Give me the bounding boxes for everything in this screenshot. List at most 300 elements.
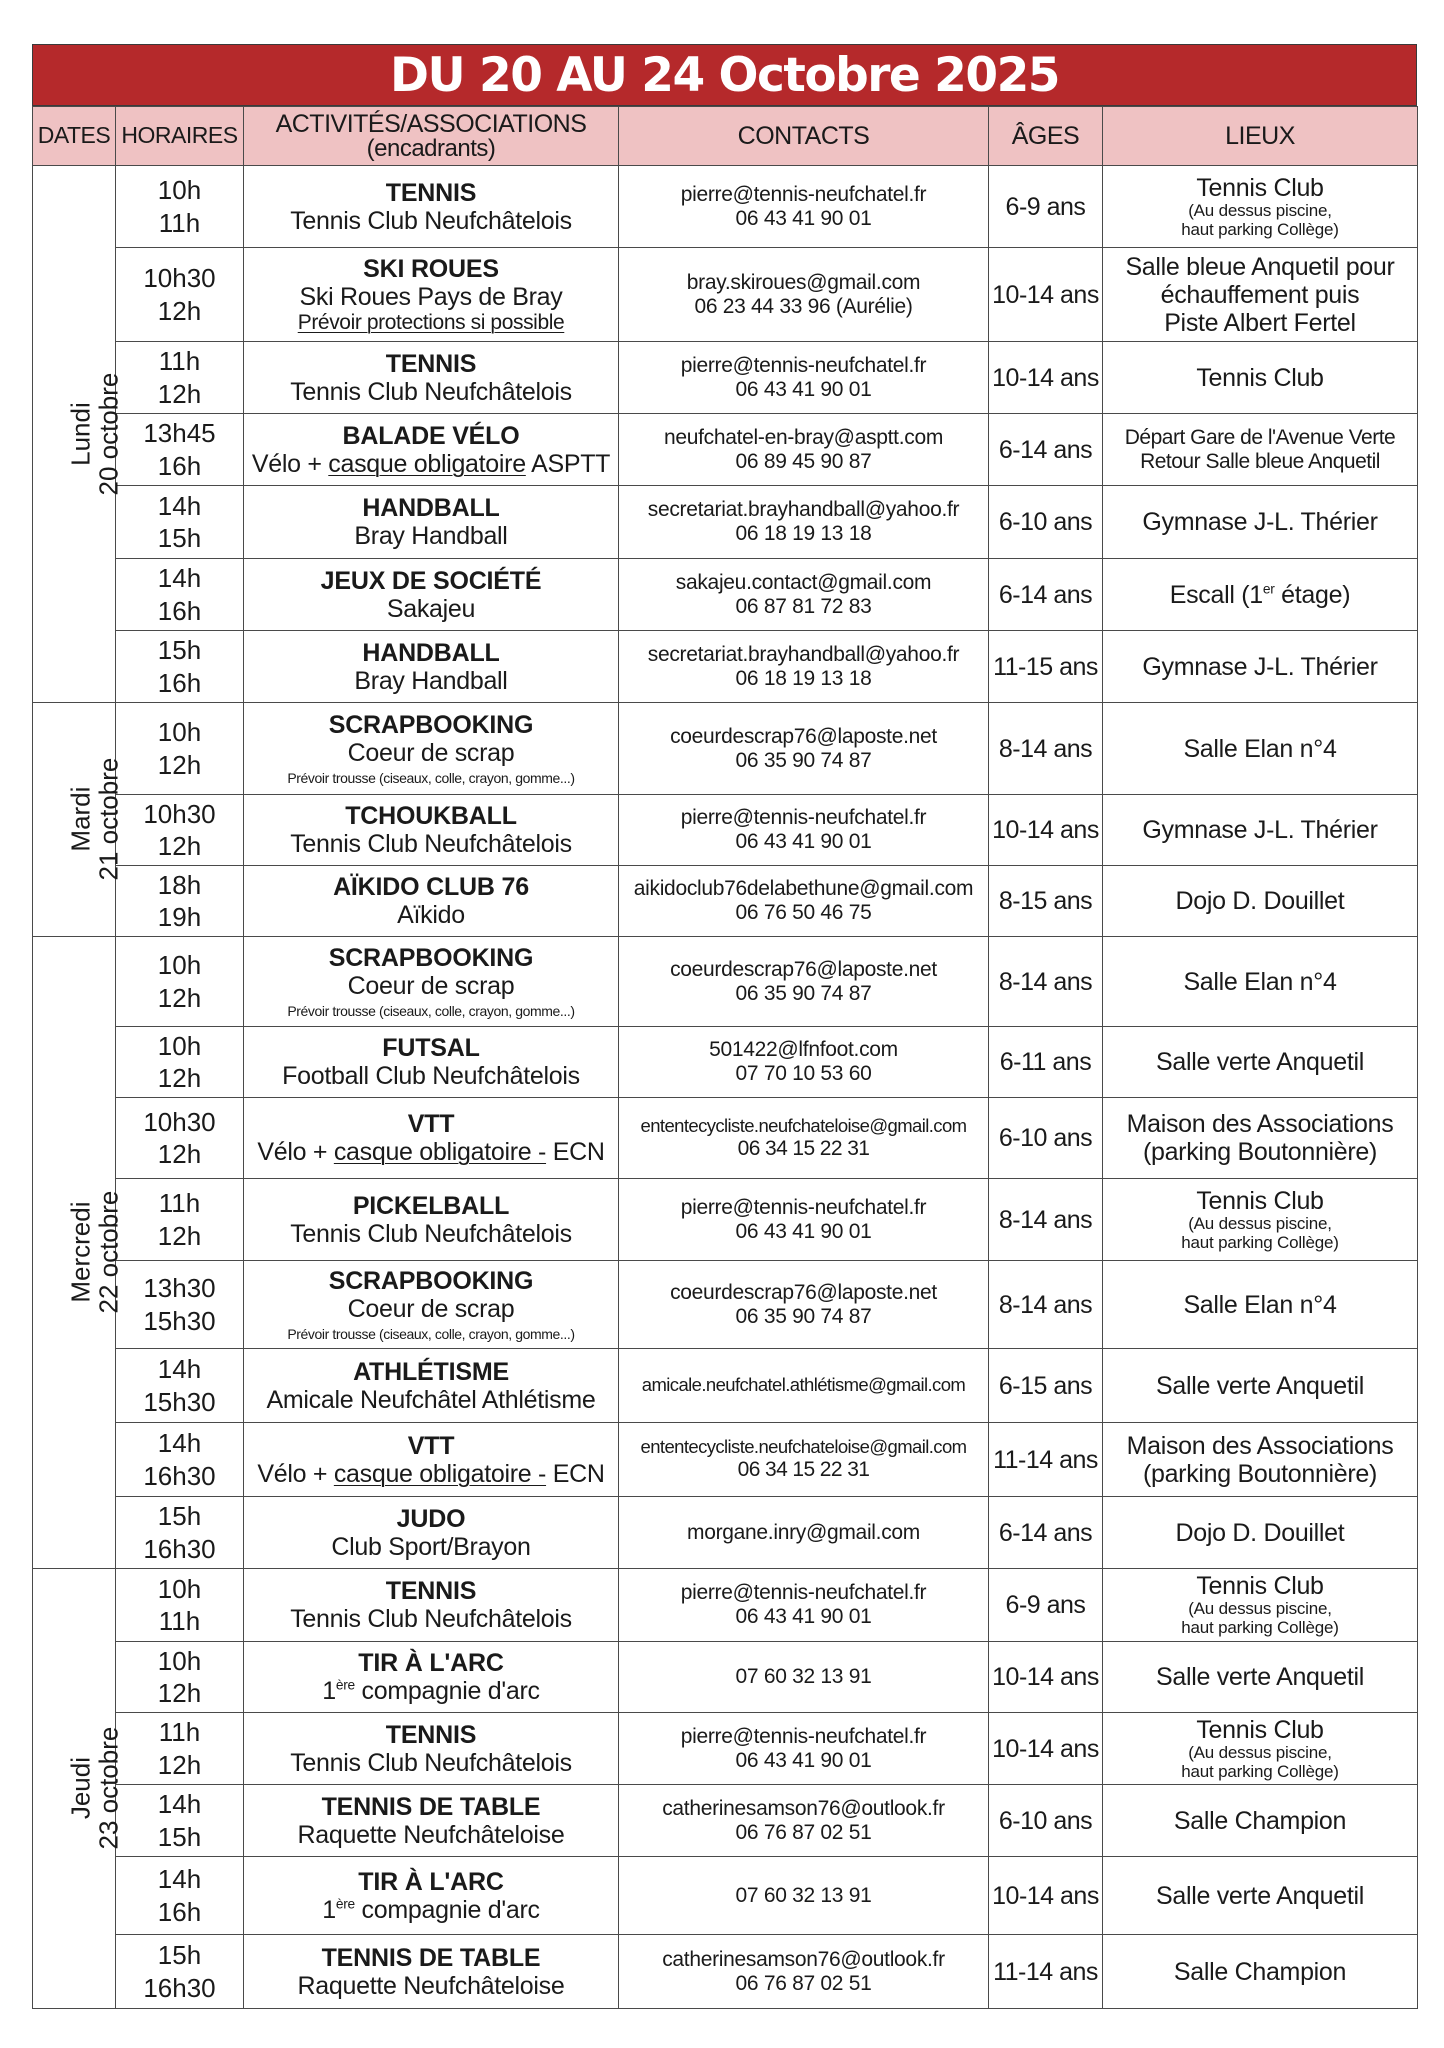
contact-email[interactable]: secretariat.brayhandball@yahoo.fr <box>647 642 960 666</box>
time-cell <box>116 1261 244 1349</box>
activity-org-superscript: ère <box>335 1896 355 1912</box>
place-name: Maison des Associations <box>1126 1110 1394 1138</box>
activity-org <box>246 1677 616 1705</box>
activity-title: TENNIS DE TABLE <box>321 1792 541 1821</box>
start-time: 11h <box>158 1717 201 1747</box>
activity-org <box>246 450 616 478</box>
table-row <box>33 1857 1418 1935</box>
time-cell <box>116 1027 244 1098</box>
activity-org-post: ECN <box>546 1459 605 1488</box>
contact-email[interactable]: catherinesamson76@outlook.fr <box>662 1947 945 1971</box>
table-row <box>33 486 1418 559</box>
activity-org: Bray Handball <box>354 522 508 550</box>
activity-title: HANDBALL <box>362 494 500 522</box>
end-time: 16h30 <box>143 1972 216 2003</box>
activity-org: Raquette Neufchâteloise <box>297 1971 565 2000</box>
activity-org-post: ASPTT <box>525 449 611 478</box>
activity-title: SCRAPBOOKING <box>328 943 534 972</box>
place-cell <box>1103 866 1418 937</box>
time-cell <box>116 937 244 1027</box>
contact-cell <box>619 1569 989 1642</box>
start-time: 15h <box>157 1501 202 1531</box>
contact-email[interactable]: coeurdescrap76@laposte.net <box>670 957 937 981</box>
contact-cell <box>619 1261 989 1349</box>
start-time: 10h <box>157 1573 202 1604</box>
table-row <box>33 866 1418 937</box>
age-cell: 10-14 ans <box>989 795 1103 866</box>
age-cell: 6-14 ans <box>989 414 1103 486</box>
place-cell <box>1103 1027 1418 1098</box>
age-cell: 10-14 ans <box>989 1713 1103 1785</box>
end-time: 12h <box>157 295 202 326</box>
contact-phone: 07 60 32 13 91 <box>735 1883 872 1907</box>
contact-cell <box>619 1497 989 1569</box>
time-cell <box>116 559 244 631</box>
end-time: 16h <box>157 667 202 698</box>
activity-cell <box>244 342 619 414</box>
place-cell <box>1103 1857 1418 1935</box>
end-time: 12h <box>157 1678 202 1708</box>
day-weekday: Mardi <box>65 787 96 853</box>
time-cell <box>116 248 244 342</box>
activity-cell <box>244 1935 619 2009</box>
activity-cell <box>244 1569 619 1642</box>
contact-phone: 06 43 41 90 01 <box>735 206 872 230</box>
contact-email[interactable]: pierre@tennis-neufchatel.fr <box>680 1581 927 1605</box>
time-cell <box>116 1935 244 2009</box>
place-name: Salle Elan n°4 <box>1183 734 1337 763</box>
activity-cell <box>244 1497 619 1569</box>
table-row <box>33 795 1418 866</box>
contact-cell <box>619 166 989 248</box>
end-time: 16h <box>157 595 202 626</box>
age-cell: 6-10 ans <box>989 1785 1103 1857</box>
place-sub: haut parking Collège) <box>1181 1618 1339 1637</box>
day-cell-mardi <box>33 703 124 937</box>
activity-org: Sakajeu <box>386 594 476 623</box>
start-time: 14h <box>157 1354 202 1384</box>
activity-org-name: compagnie d'arc <box>354 1677 540 1705</box>
time-cell <box>116 1642 244 1713</box>
place-cell <box>1103 1569 1418 1642</box>
age-cell: 8-14 ans <box>989 937 1103 1027</box>
contact-email[interactable]: morgane.inry@gmail.com <box>687 1520 920 1544</box>
end-time: 12h <box>157 1220 202 1251</box>
table-row <box>33 1349 1418 1423</box>
contact-cell <box>619 342 989 414</box>
contact-phone: 06 18 19 13 18 <box>735 522 872 545</box>
activity-org-pre: Vélo + <box>257 1459 334 1488</box>
contact-email[interactable]: pierre@tennis-neufchatel.fr <box>680 1724 927 1748</box>
time-cell <box>116 1349 244 1423</box>
activity-cell <box>244 703 619 795</box>
place-cell <box>1103 414 1418 486</box>
time-cell <box>116 1569 244 1642</box>
day-date: 22 octobre <box>93 1191 124 1314</box>
contact-cell <box>619 1857 989 1935</box>
day-cell-jeudi <box>33 1569 124 2009</box>
activity-title: BALADE VÉLO <box>342 421 520 450</box>
activity-title: SCRAPBOOKING <box>328 710 534 739</box>
contact-cell <box>619 1027 989 1098</box>
activity-org <box>246 1138 616 1166</box>
activity-org-pre: Vélo + <box>257 1138 334 1166</box>
activity-org: Tennis Club Neufchâtelois <box>290 1605 572 1633</box>
activity-cell <box>244 414 619 486</box>
table-row <box>33 937 1418 1027</box>
place-line: (parking Boutonnière) <box>1142 1138 1378 1166</box>
table-row <box>33 1935 1418 2009</box>
table-row <box>33 1569 1418 1642</box>
activity-org: Raquette Neufchâteloise <box>297 1820 565 1849</box>
time-cell <box>116 486 244 559</box>
place-name: Salle verte Anquetil <box>1155 1881 1365 1910</box>
contact-cell <box>619 1349 989 1423</box>
contact-phone: 06 43 41 90 01 <box>735 1219 872 1243</box>
contact-cell <box>619 486 989 559</box>
start-time: 13h45 <box>143 418 216 448</box>
start-time: 18h <box>157 869 202 900</box>
time-cell <box>116 1785 244 1857</box>
place-name: Départ Gare de l'Avenue Verte <box>1124 425 1396 449</box>
contact-email[interactable]: catherinesamson76@outlook.fr <box>662 1796 945 1820</box>
activity-org-underlined: casque obligatoire - <box>333 1138 547 1166</box>
table-row <box>33 248 1418 342</box>
place-name: Salle verte Anquetil <box>1155 1371 1365 1400</box>
table-row <box>33 414 1418 486</box>
activity-org <box>246 1896 616 1924</box>
activity-org-underlined: casque obligatoire - <box>333 1459 547 1488</box>
activity-org: Club Sport/Brayon <box>331 1532 531 1561</box>
activity-cell <box>244 1027 619 1098</box>
schedule-table <box>32 106 1418 2009</box>
activity-title: SKI ROUES <box>363 254 499 283</box>
time-cell <box>116 1497 244 1569</box>
activity-title: TENNIS DE TABLE <box>321 1943 541 1972</box>
contact-email[interactable]: amicale.neufchatel.athlétisme@gmail.com <box>641 1374 966 1396</box>
place-cell <box>1103 1713 1418 1785</box>
activity-org: Tennis Club Neufchâtelois <box>290 206 572 235</box>
place-cell <box>1103 1642 1418 1713</box>
activity-title: AÏKIDO CLUB 76 <box>333 873 529 901</box>
day-cell-lundi <box>33 166 124 703</box>
header-ages: ÂGES <box>989 107 1103 166</box>
activity-title: TENNIS <box>385 1577 477 1605</box>
place-line: Retour Salle bleue Anquetil <box>1140 449 1380 473</box>
activity-org: Aïkido <box>397 901 465 929</box>
activity-cell <box>244 486 619 559</box>
place-cell <box>1103 631 1418 703</box>
place-line: échauffement puis <box>1160 280 1360 309</box>
place-name: Dojo D. Douillet <box>1175 1518 1345 1547</box>
day-date: 23 octobre <box>93 1727 124 1850</box>
contact-phone: 07 70 10 53 60 <box>735 1062 872 1085</box>
activity-cell <box>244 1179 619 1261</box>
time-cell <box>116 414 244 486</box>
contact-email[interactable]: ententecycliste.neufchateloise@gmail.com <box>640 1114 967 1136</box>
activity-cell <box>244 1261 619 1349</box>
contact-phone: 07 60 32 13 91 <box>735 1665 872 1689</box>
activity-title: FUTSAL <box>382 1034 480 1062</box>
table-row <box>33 166 1418 248</box>
age-cell: 6-9 ans <box>989 166 1103 248</box>
place-cell <box>1103 1261 1418 1349</box>
age-cell: 6-14 ans <box>989 1497 1103 1569</box>
contact-cell <box>619 937 989 1027</box>
time-cell <box>116 631 244 703</box>
activity-org: Coeur de scrap <box>347 738 515 767</box>
contact-email[interactable]: neufchatel-en-bray@asptt.com <box>663 425 944 449</box>
place-sub: haut parking Collège) <box>1181 219 1339 239</box>
end-time: 15h <box>157 1821 202 1852</box>
end-time: 15h30 <box>143 1305 216 1336</box>
place-name: Tennis Club <box>1196 173 1324 202</box>
contact-cell <box>619 1423 989 1497</box>
age-cell: 6-10 ans <box>989 1098 1103 1179</box>
time-cell <box>116 795 244 866</box>
activity-org: Tennis Club Neufchâtelois <box>290 1748 572 1777</box>
contact-phone: 06 43 41 90 01 <box>735 1748 872 1772</box>
activity-org-name: compagnie d'arc <box>354 1895 540 1924</box>
activity-note: Prévoir trousse (ciseaux, colle, crayon, gomme...) <box>287 1325 575 1342</box>
place-name: Salle Champion <box>1173 1957 1347 1986</box>
place-name: Salle Elan n°4 <box>1183 967 1337 996</box>
contact-phone: 06 43 41 90 01 <box>735 830 872 853</box>
age-cell: 10-14 ans <box>989 1857 1103 1935</box>
header-row <box>33 107 1418 166</box>
start-time: 10h <box>157 175 202 205</box>
place-sub: (Au dessus piscine, <box>1188 1599 1332 1619</box>
end-time: 15h30 <box>143 1386 216 1417</box>
age-cell: 11-14 ans <box>989 1423 1103 1497</box>
contact-cell <box>619 1642 989 1713</box>
header-horaires: HORAIRES <box>116 107 244 166</box>
place-sub: haut parking Collège) <box>1181 1232 1339 1252</box>
place-superscript: er <box>1262 581 1275 597</box>
start-time: 14h <box>157 490 202 521</box>
table-row <box>33 631 1418 703</box>
activity-cell <box>244 1785 619 1857</box>
activity-title: HANDBALL <box>362 638 500 667</box>
time-cell <box>116 866 244 937</box>
start-time: 10h30 <box>143 263 216 293</box>
contact-email[interactable]: pierre@tennis-neufchatel.fr <box>680 353 927 377</box>
place-cell <box>1103 1935 1418 2009</box>
table-row <box>33 342 1418 414</box>
activity-cell <box>244 166 619 248</box>
place-name: Salle Elan n°4 <box>1183 1290 1337 1319</box>
contact-phone: 06 35 90 74 87 <box>735 748 872 772</box>
end-time: 12h <box>157 831 202 861</box>
contact-phone: 06 23 44 33 96 (Aurélie) <box>694 294 913 318</box>
table-row <box>33 1027 1418 1098</box>
header-contacts: CONTACTS <box>619 107 989 166</box>
contact-email[interactable]: pierre@tennis-neufchatel.fr <box>680 1195 927 1219</box>
age-cell: 11-14 ans <box>989 1935 1103 2009</box>
activity-org: Coeur de scrap <box>347 1294 515 1323</box>
place-name: Gymnase J-L. Thérier <box>1142 652 1378 681</box>
place-cell <box>1103 1098 1418 1179</box>
activity-org: Ski Roues Pays de Bray <box>299 282 563 311</box>
contact-phone: 06 87 81 72 83 <box>735 594 872 618</box>
contact-phone: 06 34 15 22 31 <box>737 1458 870 1482</box>
start-time: 15h <box>157 1940 202 1970</box>
activity-org: Bray Handball <box>354 666 508 695</box>
header-dates: DATES <box>33 107 116 166</box>
day-weekday: Lundi <box>65 402 96 466</box>
place-name: Tennis Club <box>1196 1186 1324 1215</box>
activity-title: TIR À L'ARC <box>358 1867 504 1896</box>
place-line: (parking Boutonnière) <box>1142 1459 1378 1488</box>
activity-cell <box>244 1098 619 1179</box>
place-cell <box>1103 486 1418 559</box>
place-cell <box>1103 1785 1418 1857</box>
header-activites <box>244 107 619 166</box>
activity-title: TCHOUKBALL <box>345 802 517 830</box>
table-row <box>33 1642 1418 1713</box>
contact-email[interactable]: secretariat.brayhandball@yahoo.fr <box>647 498 960 522</box>
time-cell <box>116 1098 244 1179</box>
contact-email[interactable]: coeurdescrap76@laposte.net <box>670 724 937 748</box>
activity-cell <box>244 866 619 937</box>
contact-email[interactable]: pierre@tennis-neufchatel.fr <box>680 182 927 206</box>
place-name: Salle verte Anquetil <box>1155 1663 1365 1691</box>
time-cell <box>116 703 244 795</box>
contact-phone: 06 76 50 46 75 <box>735 901 872 924</box>
start-time: 10h <box>157 1645 202 1676</box>
place-cell <box>1103 795 1418 866</box>
table-row <box>33 1098 1418 1179</box>
age-cell: 6-10 ans <box>989 486 1103 559</box>
start-time: 10h <box>157 1030 202 1061</box>
contact-cell <box>619 795 989 866</box>
time-cell <box>116 1857 244 1935</box>
time-cell <box>116 1713 244 1785</box>
age-cell: 6-15 ans <box>989 1349 1103 1423</box>
place-name: Salle bleue Anquetil pour <box>1125 252 1395 281</box>
day-label <box>66 1191 122 1314</box>
contact-email[interactable]: pierre@tennis-neufchatel.fr <box>680 806 927 830</box>
end-time: 11h <box>158 207 201 238</box>
start-time: 13h30 <box>143 1273 216 1303</box>
day-label <box>66 1727 122 1850</box>
activity-cell <box>244 1423 619 1497</box>
activity-cell <box>244 1857 619 1935</box>
activity-cell <box>244 1642 619 1713</box>
activity-title: ATHLÉTISME <box>353 1357 509 1386</box>
end-time: 16h30 <box>143 1533 216 1564</box>
contact-phone: 06 89 45 90 87 <box>735 449 872 473</box>
contact-email[interactable]: coeurdescrap76@laposte.net <box>670 1280 937 1304</box>
place-sub: haut parking Collège) <box>1181 1761 1339 1781</box>
place-name: Salle verte Anquetil <box>1155 1048 1365 1076</box>
time-cell <box>116 166 244 248</box>
contact-phone: 06 76 87 02 51 <box>735 1971 872 1995</box>
start-time: 14h <box>157 1789 202 1819</box>
day-label <box>66 373 122 496</box>
activity-title: JUDO <box>396 1504 466 1533</box>
place-sub: (Au dessus piscine, <box>1188 1742 1332 1762</box>
activity-title: JEUX DE SOCIÉTÉ <box>320 566 542 595</box>
activity-cell <box>244 1349 619 1423</box>
contact-email[interactable]: sakajeu.contact@gmail.com <box>675 570 932 594</box>
place-cell <box>1103 1497 1418 1569</box>
end-time: 12h <box>157 1063 202 1093</box>
contact-email[interactable]: aikidoclub76delabethune@gmail.com <box>633 877 974 901</box>
day-date: 20 octobre <box>93 372 124 496</box>
place-cell <box>1103 937 1418 1027</box>
place-name-end: étage) <box>1274 580 1351 609</box>
place-name: Tennis Club <box>1196 1572 1324 1601</box>
activity-org: Tennis Club Neufchâtelois <box>290 1219 572 1248</box>
age-cell: 10-14 ans <box>989 248 1103 342</box>
end-time: 16h30 <box>143 1460 216 1491</box>
activity-cell <box>244 559 619 631</box>
activity-title: VTT <box>407 1110 455 1138</box>
contact-cell <box>619 1098 989 1179</box>
age-cell: 6-9 ans <box>989 1569 1103 1642</box>
start-time: 14h <box>157 1864 202 1894</box>
age-cell: 6-14 ans <box>989 559 1103 631</box>
activity-note: Prévoir trousse (ciseaux, colle, crayon, gomme...) <box>287 1002 575 1019</box>
end-time: 15h <box>157 523 202 553</box>
time-cell <box>116 342 244 414</box>
activity-org-ordinal: 1 <box>322 1895 336 1924</box>
header-activites-sub: (encadrants) <box>366 134 496 162</box>
table-row <box>33 1179 1418 1261</box>
contact-email[interactable]: bray.skiroues@gmail.com <box>686 270 921 294</box>
activity-cell <box>244 795 619 866</box>
contact-cell <box>619 559 989 631</box>
contact-cell <box>619 248 989 342</box>
age-cell: 10-14 ans <box>989 342 1103 414</box>
activity-title: SCRAPBOOKING <box>328 1266 534 1295</box>
place-line: Piste Albert Fertel <box>1164 308 1356 337</box>
activity-note: Prévoir trousse (ciseaux, colle, crayon, gomme...) <box>287 769 575 786</box>
start-time: 10h <box>157 717 202 747</box>
contact-cell <box>619 1179 989 1261</box>
day-cell-mercredi <box>33 937 124 1569</box>
table-row <box>33 1423 1418 1497</box>
contact-cell <box>619 414 989 486</box>
activity-title: TIR À L'ARC <box>358 1649 504 1677</box>
activity-org-pre: Vélo + <box>251 449 329 478</box>
age-cell: 8-14 ans <box>989 1261 1103 1349</box>
contact-phone: 06 43 41 90 01 <box>735 1605 872 1628</box>
age-cell: 6-11 ans <box>989 1027 1103 1098</box>
place-name: Tennis Club <box>1196 1715 1324 1744</box>
place-cell <box>1103 166 1418 248</box>
age-cell: 8-14 ans <box>989 703 1103 795</box>
end-time: 11h <box>158 1606 201 1636</box>
header-activites-label: ACTIVITÉS/ASSOCIATIONS <box>275 109 587 138</box>
start-time: 11h <box>158 346 201 376</box>
activity-title: PICKELBALL <box>352 1191 510 1220</box>
start-time: 10h30 <box>143 1106 216 1137</box>
activity-cell <box>244 1713 619 1785</box>
start-time: 10h <box>157 950 202 980</box>
time-cell <box>116 1423 244 1497</box>
contact-phone: 06 18 19 13 18 <box>735 666 872 690</box>
contact-cell <box>619 631 989 703</box>
activity-org: Coeur de scrap <box>347 971 515 1000</box>
contact-email[interactable]: 501422@lfnfoot.com <box>709 1038 898 1062</box>
table-row <box>33 703 1418 795</box>
place-name: Gymnase J-L. Thérier <box>1142 816 1378 844</box>
table-row <box>33 559 1418 631</box>
contact-email[interactable]: ententecycliste.neufchateloise@gmail.com <box>640 1436 967 1458</box>
activity-org: Tennis Club Neufchâtelois <box>290 830 572 858</box>
